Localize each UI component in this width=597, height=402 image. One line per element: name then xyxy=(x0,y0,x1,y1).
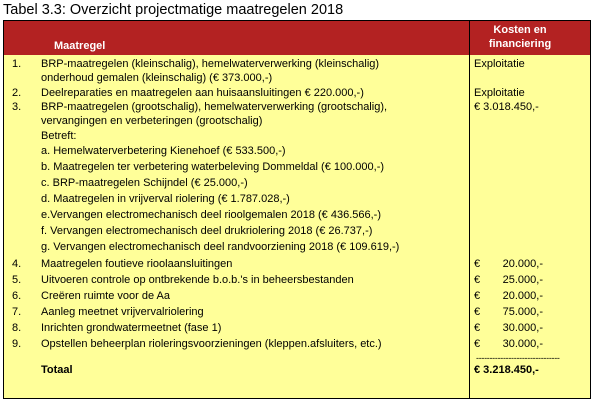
table-row: 6. Creëren ruimte voor de Aa € 20.000,- xyxy=(12,290,543,302)
header-kosten: Kosten en financiering xyxy=(488,24,552,50)
table-row: 5. Uitvoeren controle op ontbrekende b.o.b.'s in beheersbestanden € 25.000,- xyxy=(12,274,543,286)
table-row: 8. Inrichten grondwatermeetnet (fase 1) € 30.000,- xyxy=(12,322,543,334)
table-title: Tabel 3.3: Overzicht projectmatige maatregelen 2018 xyxy=(3,2,344,18)
table-row: 2. Deelreparaties en maatregelen aan huisaansluitingen € 220.000,-) Exploitatie xyxy=(12,87,525,99)
total-separator: ------------------------------- xyxy=(476,353,560,363)
sub-item: f. Vervangen electromechanisch deel drukriolering 2018 (€ 26.737,-) xyxy=(41,225,373,237)
sub-item: c. BRP-maatregelen Schijndel (€ 25.000,-) xyxy=(41,177,248,189)
table-row: 7. Aanleg meetnet vrijvervalriolering € 75.000,- xyxy=(12,306,543,318)
table-row: 9. Opstellen beheerplan rioleringsvoorzieningen (kleppen.afsluiters, etc.) € 30.000,- xyxy=(12,338,543,350)
measures-table xyxy=(3,20,591,399)
sub-item: b. Maatregelen ter verbetering waterbeleving Dommeldal (€ 100.000,-) xyxy=(41,161,385,173)
sub-item: e.Vervangen electromechanisch deel rioolgemalen 2018 (€ 436.566,-) xyxy=(41,209,381,221)
table-row: 1. BRP-maatregelen (kleinschalig), hemelwaterverwerking (kleinschalig) Exploitatie xyxy=(12,58,525,70)
sub-item: g. Vervangen electromechanisch deel randvoorziening 2018 (€ 109.619,-) xyxy=(41,241,400,253)
table-row-cont: onderhoud gemalen (kleinschalig) (€ 373.000,-) xyxy=(41,72,273,84)
sub-item: a. Hemelwaterverbetering Kienehoef (€ 533.500,-) xyxy=(41,145,286,157)
table-row: 3. BRP-maatregelen (grootschalig), hemelwaterverwerking (grootschalig), € 3.018.450,- xyxy=(12,101,539,113)
total-row: Totaal € 3.218.450,- xyxy=(41,364,539,376)
table-header xyxy=(4,21,590,55)
table-row: 4. Maatregelen foutieve rioolaansluitingen € 20.000,- xyxy=(12,258,543,270)
sub-item: d. Maatregelen in vrijverval riolering (€ 1.787.028,-) xyxy=(41,193,290,205)
table-row-cont: vervangingen en verbeteringen (grootschalig) xyxy=(41,115,263,127)
header-maatregel: Maatregel xyxy=(54,40,106,52)
betreft-label: Betreft: xyxy=(41,130,77,142)
